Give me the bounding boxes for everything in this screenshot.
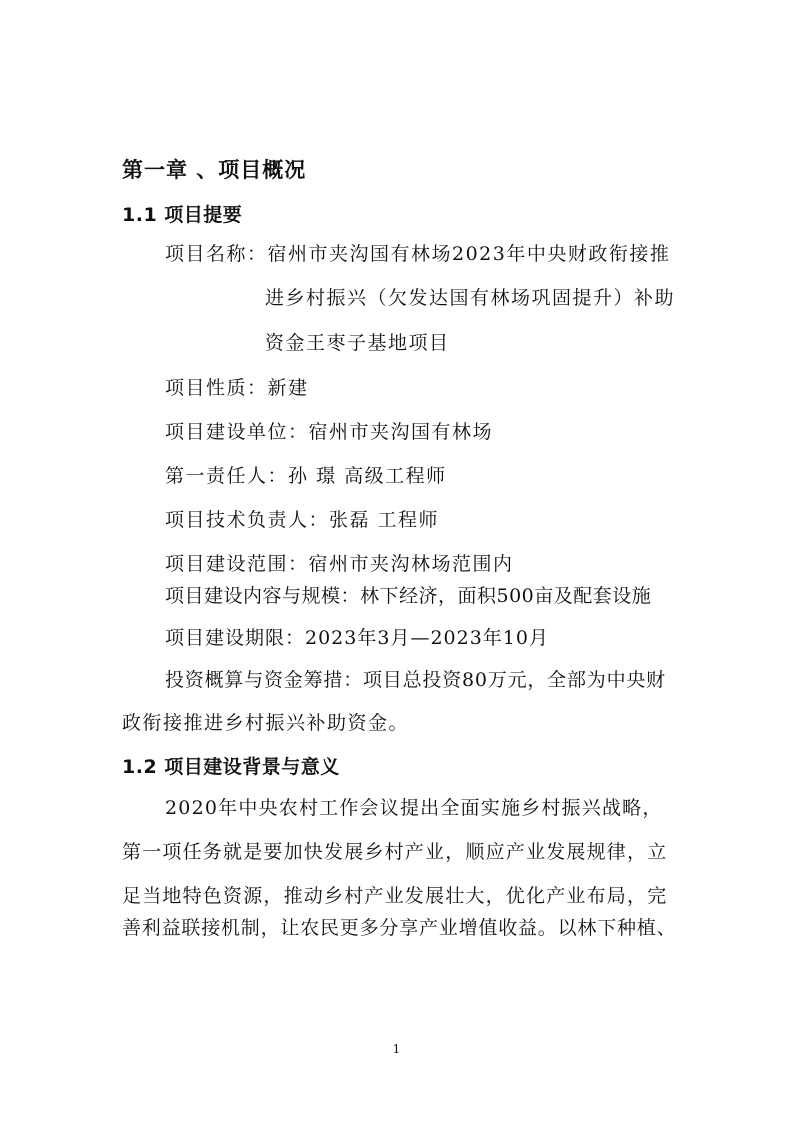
project-name-line-2: 进乡村振兴（欠发达国有林场巩固提升）补助 [265, 287, 676, 309]
background-paragraph-line-1: 2020年中央农村工作会议提出全面实施乡村振兴战略， [165, 797, 663, 819]
section-heading-1-1: 1.1 项目提要 [122, 204, 243, 226]
construction-period: 项目建设期限：2023年3月—2023年10月 [165, 627, 549, 649]
construction-unit: 项目建设单位：宿州市夹沟国有林场 [165, 421, 494, 443]
technical-lead: 项目技术负责人：张磊 工程师 [165, 509, 440, 531]
investment-line-2: 政衔接推进乡村振兴补助资金。 [122, 712, 410, 734]
background-paragraph-line-4: 善利益联接机制，让农民更多分享产业增值收益。以林下种植、 [122, 917, 677, 939]
project-nature: 项目性质：新建 [165, 377, 309, 399]
construction-content-scale: 项目建设内容与规模：林下经济，面积500亩及配套设施 [165, 585, 652, 607]
first-responsible-person: 第一责任人：孙 璟 高级工程师 [165, 465, 447, 487]
background-paragraph-line-3: 足当地特色资源，推动乡村产业发展壮大，优化产业布局，完 [122, 885, 668, 907]
background-paragraph-line-2: 第一项任务就是要加快发展乡村产业，顺应产业发展规律，立 [122, 841, 668, 863]
section-heading-1-2: 1.2 项目建设背景与意义 [122, 756, 340, 778]
project-name-line-3: 资金王枣子基地项目 [265, 332, 450, 354]
construction-scope: 项目建设范围：宿州市夹沟林场范围内 [165, 553, 514, 575]
project-name-line-1: 项目名称：宿州市夹沟国有林场2023年中央财政衔接推 [165, 243, 671, 265]
investment-line-1: 投资概算与资金筹措：项目总投资80万元，全部为中央财 [165, 669, 666, 691]
page-number: 1 [392, 1042, 401, 1056]
chapter-title: 第一章 、项目概况 [122, 158, 307, 182]
